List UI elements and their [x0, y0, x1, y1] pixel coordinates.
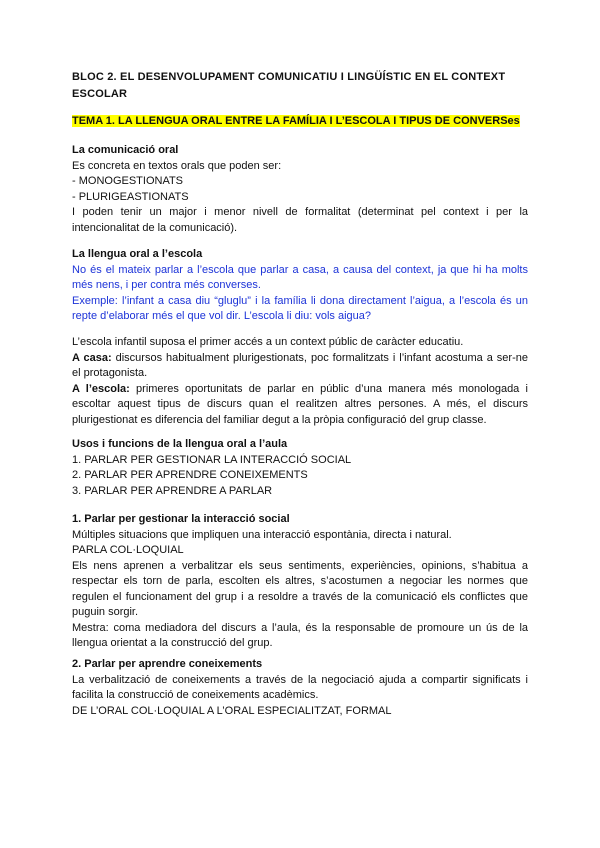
section-text: DE L’ORAL COL·LOQUIAL A L’ORAL ESPECIALITZAT, FORMAL [72, 704, 392, 717]
list-item: 3. PARLAR PER APRENDRE A PARLAR [72, 484, 273, 497]
section-heading: 1. Parlar per gestionar la interacció social [72, 513, 290, 525]
section-heading: 2. Parlar per aprendre coneixements [72, 658, 263, 670]
casa-text: discursos habitualment plurigestionats, poc formalitzats i l’infant acostuma a ser-ne el protagonista. [72, 351, 528, 379]
section-paragraph: Els nens aprenen a verbalitzar els seus sentiments, experiències, opinions, s’habitua a respectar els torn de parla, escolten els altres, s’acostumen a negociar les normes que regulen el funcionament del grup i a resoldre a través de la comunicació els conflictes que puguin sorgir. [72, 559, 528, 618]
list-item: - MONOGESTIONATS [72, 175, 184, 187]
casa-label: A casa: [72, 351, 112, 364]
section-heading: La comunicació oral [72, 144, 179, 156]
escola-paragraph [72, 382, 528, 429]
section-usos-funcions [72, 437, 528, 499]
section-text: PARLA COL·LOQUIAL [72, 544, 184, 556]
section-llengua-oral-escola [72, 247, 528, 325]
escola-text: primeres oportunitats de parlar en públic d’una manera més monologada i escoltar aquest tipus de discurs quan el realitzen altres persones. A més, el discurs plurigestionat es diferencia del familiar degut a la pròpia configuració del grup classe. [72, 382, 528, 426]
list-item: 1. PARLAR PER GESTIONAR LA INTERACCIÓ SOCIAL [72, 453, 352, 466]
section-text: Es concreta en textos orals que poden ser: [72, 159, 282, 172]
section-paragraph: I poden tenir un major i menor nivell de formalitat (determinat pel context i per la intencionalitat de la comunicació). [72, 206, 528, 234]
blue-example: Exemple: l’infant a casa diu “gluglu” i la família li dona directament l’aigua, a l’escola és un repte d’elaborar més el que vol dir. L’escola li diu: vols aigua? [72, 294, 528, 322]
section-escola-infantil [72, 335, 528, 428]
section-aprendre-coneixements [72, 657, 528, 719]
list-item: - PLURIGEASTIONATS [72, 190, 189, 203]
tema-title: TEMA 1. LA LLENGUA ORAL ENTRE LA FAMÍLIA I L’ESCOLA I TIPUS DE CONVERSes [72, 115, 520, 127]
bloc-title: BLOC 2. EL DESENVOLUPAMENT COMUNICATIU I LINGÜÍSTIC EN EL CONTEXT ESCOLAR [72, 71, 506, 100]
section-paragraph: L’escola infantil suposa el primer accés a un context públic de caràcter educatiu. [72, 336, 464, 348]
mestra-paragraph: Mestra: coma mediadora del discurs a l’aula, és la responsable de promoure un ús de la llengua orientat a la construcció del grup. [72, 621, 528, 649]
section-heading: La llengua oral a l’escola [72, 248, 203, 260]
tema-title-wrap [72, 114, 528, 129]
section-comunicacio-oral [72, 143, 528, 236]
escola-label: A l’escola: [72, 382, 130, 395]
section-gestionar-interaccio [72, 512, 528, 652]
list-item: 2. PARLAR PER APRENDRE CONEIXEMENTS [72, 469, 308, 481]
section-paragraph: La verbalització de coneixements a través de la negociació ajuda a compartir significats i facilita la construcció de coneixements acadèmics. [72, 673, 528, 701]
blue-paragraph: No és el mateix parlar a l’escola que parlar a casa, a causa del context, ja que hi ha molts més nens, i per contra més converses. [72, 263, 528, 291]
section-heading: Usos i funcions de la llengua oral a l’aula [72, 438, 288, 450]
casa-paragraph [72, 351, 528, 382]
section-text: Múltiples situacions que impliquen una interacció espontània, directa i natural. [72, 528, 452, 541]
